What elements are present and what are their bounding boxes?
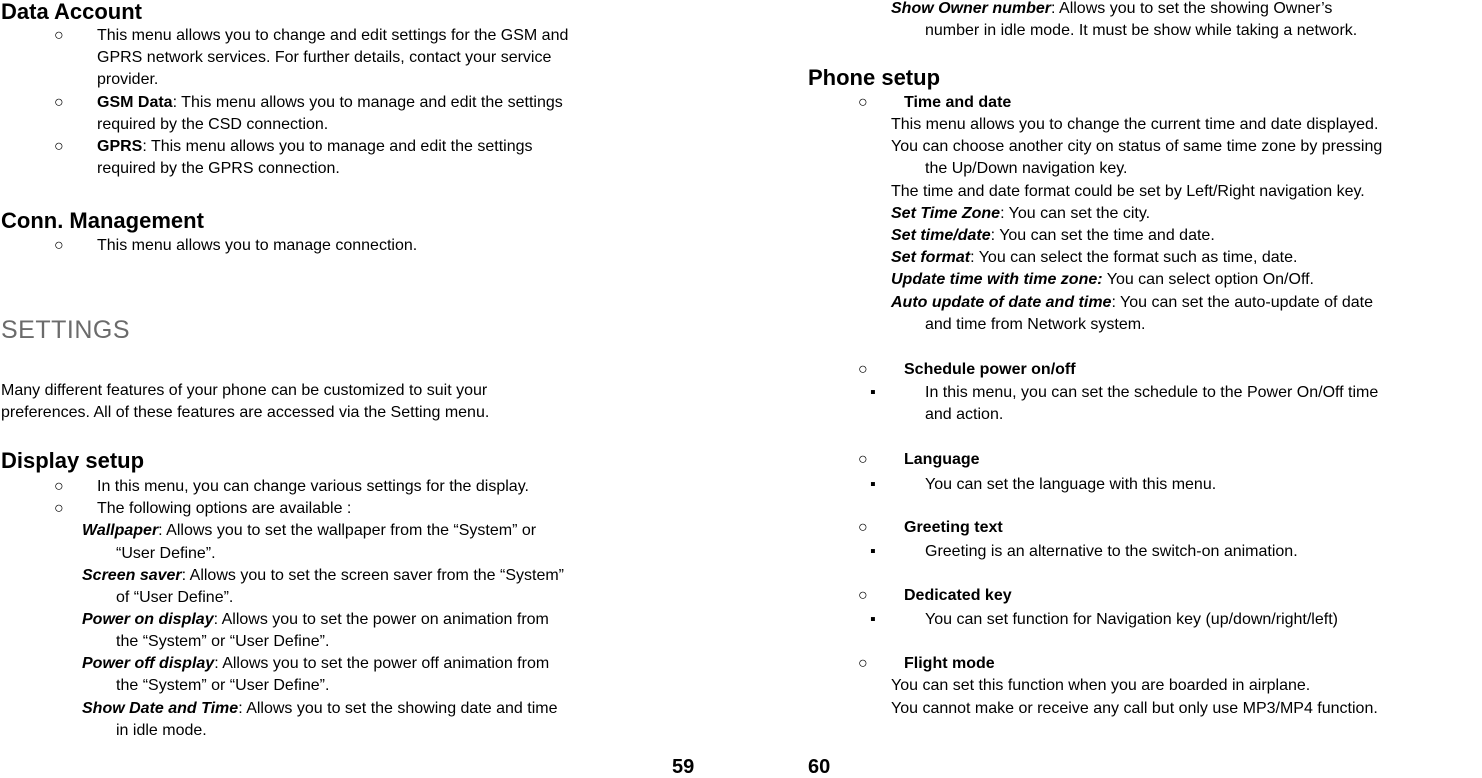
power-off-display-text: : Allows you to set the power off animation from — [214, 655, 550, 672]
schedule-line-1: In this menu, you can set the schedule to the Power On/Off time — [925, 384, 1379, 401]
set-time-date-label: Set time/date — [891, 227, 991, 244]
update-time-zone-label: Update time with time zone: — [891, 271, 1103, 288]
schedule-title: Schedule power on/off — [904, 361, 1076, 378]
wallpaper-line-1 — [82, 522, 536, 540]
set-format-line — [891, 249, 1297, 267]
set-time-zone-text: : You can set the city. — [1000, 205, 1151, 222]
time-date-line-3: the Up/Down navigation key. — [925, 160, 1128, 177]
gsm-data-line-2: required by the CSD connection. — [97, 116, 329, 133]
circle-bullet-icon: ○ — [858, 587, 868, 604]
wallpaper-text: : Allows you to set the wallpaper from the “System” or — [158, 522, 537, 539]
power-off-display-line-2: the “System” or “User Define”. — [116, 677, 330, 694]
circle-bullet-icon: ○ — [54, 27, 64, 44]
update-time-zone-text: You can select option On/Off. — [1102, 271, 1314, 288]
gsm-data-text: : This menu allows you to manage and edit the settings — [172, 94, 563, 111]
show-date-time-text: : Allows you to set the showing date and time — [238, 700, 558, 717]
flight-mode-title: Flight mode — [904, 655, 995, 672]
screen-saver-text: : Allows you to set the screen saver from the “System” — [181, 567, 565, 584]
show-owner-line-2: number in idle mode. It must be show while taking a network. — [925, 22, 1358, 39]
greeting-title: Greeting text — [904, 519, 1003, 536]
show-owner-label: Show Owner number — [891, 0, 1052, 17]
gprs-line-2: required by the GPRS connection. — [97, 160, 340, 177]
circle-bullet-icon: ○ — [54, 500, 64, 517]
power-off-display-label: Power off display — [82, 655, 215, 672]
set-time-zone-line — [891, 205, 1150, 223]
circle-bullet-icon: ○ — [858, 655, 868, 672]
dedicated-key-line-1: You can set function for Navigation key (up/down/right/left) — [925, 611, 1338, 628]
gprs-label: GPRS — [97, 138, 143, 155]
settings-intro-line-1: Many different features of your phone can be customized to suit your — [1, 382, 488, 399]
screen-saver-line-1 — [82, 567, 564, 585]
conn-management-heading: Conn. Management — [1, 208, 204, 233]
auto-update-label: Auto update of date and time — [891, 294, 1112, 311]
set-time-date-line — [891, 227, 1215, 245]
circle-bullet-icon: ○ — [54, 94, 64, 111]
set-time-zone-label: Set Time Zone — [891, 205, 1001, 222]
display-setup-heading: Display setup — [1, 448, 145, 473]
auto-update-line-1 — [891, 294, 1373, 312]
power-on-display-text: : Allows you to set the power on animation from — [213, 611, 549, 628]
circle-bullet-icon: ○ — [858, 361, 868, 378]
data-account-desc-line-3: provider. — [97, 71, 159, 88]
auto-update-text: : You can set the auto-update of date — [1111, 294, 1373, 311]
screen-saver-label: Screen saver — [82, 567, 182, 584]
gsm-data-line-1 — [97, 94, 563, 112]
circle-bullet-icon: ○ — [54, 237, 64, 254]
show-owner-line-1 — [891, 0, 1332, 18]
data-account-desc-line-1: This menu allows you to change and edit settings for the GSM and — [97, 27, 569, 44]
power-on-display-line-1 — [82, 611, 549, 629]
time-date-line-1: This menu allows you to change the current time and date displayed. — [891, 116, 1379, 133]
data-account-desc-line-2: GPRS network services. For further details, contact your service — [97, 49, 552, 66]
language-title: Language — [904, 451, 980, 468]
time-date-title: Time and date — [904, 94, 1012, 111]
power-on-display-label: Power on display — [82, 611, 214, 628]
circle-bullet-icon: ○ — [858, 519, 868, 536]
square-bullet-icon: ▪ — [870, 476, 876, 493]
flight-mode-line-1: You can set this function when you are boarded in airplane. — [891, 677, 1311, 694]
gsm-data-label: GSM Data — [97, 94, 173, 111]
circle-bullet-icon: ○ — [54, 478, 64, 495]
display-setup-desc-1: In this menu, you can change various settings for the display. — [97, 478, 529, 495]
power-off-display-line-1 — [82, 655, 549, 673]
page-number-right: 60 — [808, 756, 831, 778]
show-date-time-label: Show Date and Time — [82, 700, 239, 717]
circle-bullet-icon: ○ — [54, 138, 64, 155]
auto-update-line-2: and time from Network system. — [925, 316, 1146, 333]
conn-management-desc: This menu allows you to manage connection. — [97, 237, 418, 254]
settings-heading: SETTINGS — [1, 316, 131, 344]
square-bullet-icon: ▪ — [870, 611, 876, 628]
time-date-line-2: You can choose another city on status of same time zone by pressing — [891, 138, 1383, 155]
set-time-date-text: : You can set the time and date. — [990, 227, 1215, 244]
time-date-line-4: The time and date format could be set by Left/Right navigation key. — [891, 183, 1365, 200]
power-on-display-line-2: the “System” or “User Define”. — [116, 633, 330, 650]
wallpaper-label: Wallpaper — [82, 522, 159, 539]
set-format-text: : You can select the format such as time, date. — [970, 249, 1298, 266]
phone-setup-heading: Phone setup — [808, 65, 941, 90]
greeting-line-1: Greeting is an alternative to the switch-on animation. — [925, 543, 1298, 560]
dedicated-key-title: Dedicated key — [904, 587, 1012, 604]
data-account-heading: Data Account — [1, 0, 142, 24]
update-time-zone-line — [891, 271, 1314, 289]
square-bullet-icon: ▪ — [870, 543, 876, 560]
display-setup-desc-2: The following options are available : — [97, 500, 352, 517]
circle-bullet-icon: ○ — [858, 94, 868, 111]
settings-intro-line-2: preferences. All of these features are accessed via the Setting menu. — [1, 404, 490, 421]
schedule-line-2: and action. — [925, 406, 1004, 423]
page-number-left: 59 — [672, 756, 695, 778]
gprs-line-1 — [97, 138, 533, 156]
square-bullet-icon: ▪ — [870, 384, 876, 401]
screen-saver-line-2: of “User Define”. — [116, 589, 234, 606]
language-line-1: You can set the language with this menu. — [925, 476, 1217, 493]
wallpaper-line-2: “User Define”. — [116, 545, 216, 562]
show-date-time-line-1 — [82, 700, 557, 718]
show-owner-text: : Allows you to set the showing Owner’s — [1051, 0, 1333, 17]
circle-bullet-icon: ○ — [858, 451, 868, 468]
gprs-text: : This menu allows you to manage and edit the settings — [142, 138, 533, 155]
show-date-time-line-2: in idle mode. — [116, 722, 207, 739]
flight-mode-line-2: You cannot make or receive any call but only use MP3/MP4 function. — [891, 700, 1378, 717]
set-format-label: Set format — [891, 249, 971, 266]
